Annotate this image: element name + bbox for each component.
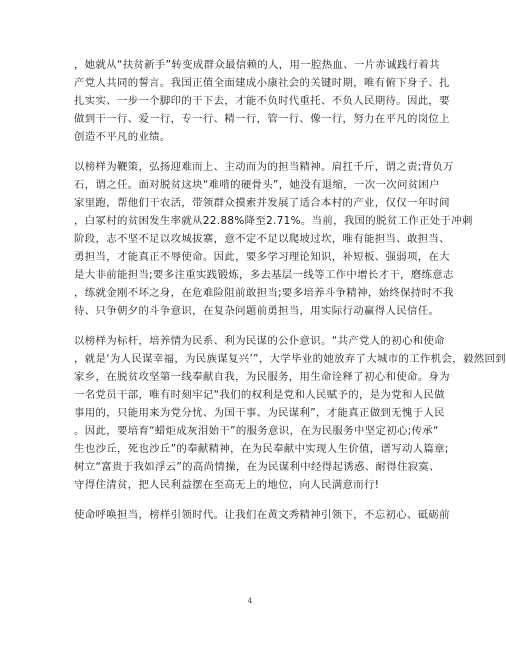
text-line: 一名党员干部，唯有时刻牢记“我们的权利是党和人民赋予的，是为党和人民做 [74,389,445,401]
text-line: 。因此，要培育“蜡炬成灰泪始干”的服务意识，在为民服务中坚定初心;传承“ [74,425,439,437]
text-line: 以榜样为标杆，培养情为民系、利为民谋的公仆意识。“共产党人的初心和使命 [74,335,445,347]
text-line: 家乡，在脱贫攻坚第一线奉献自我，为民服务，用生命诠释了初心和使命。身为 [74,371,450,383]
text-line: 使命呼唤担当，榜样引领时代。让我们在黄文秀精神引领下，不忘初心、砥砺前 [74,509,450,521]
text-line: 待、只争朝夕的斗争意识，在复杂问题前勇担当，用实际行动赢得人民信任。 [74,305,440,317]
page-number: 4 [247,597,253,605]
text-line: 守得住清贫，把人民利益摆在至高无上的地位，向人民满意而行! [74,479,380,491]
text-line: ，就是‘为人民谋幸福，为民族谋复兴’”，大学毕业的她放弃了大城市的工作机会，毅然回到 [74,353,506,365]
text-line: ，白冢村的贫困发生率就从22.88%降至2.71%。当前，我国的脱贫工作正处于冲刺 [74,215,473,227]
text-line: 扎实实、一步一个脚印的干下去，才能不负时代重托、不负人民期待。因此，要 [74,95,450,107]
text-line: 事用的，只能用来为党分忧、为国干事、为民谋利”，才能真正做到无愧于人民 [74,407,445,419]
text-line: ，练就金刚不坏之身，在危难险阻前敢担当;要多培养斗争精神，始终保持时不我 [74,287,454,299]
text-line: 创造不平凡的业绩。 [74,131,171,143]
text-line: 以榜样为鞭策，弘扬迎难而上、主动而为的担当精神。肩扛千斤，谓之责;背负万 [74,161,454,173]
paragraph-1 [74,56,450,146]
text-line: 生也沙丘，死也沙丘”的奉献精神，在为民奉献中实现人生价值，谱写动人篇章; [74,443,449,455]
text-line: 石，谓之任。面对脱贫这块“难啃的硬骨头”，她没有退缩，一次一次问贫困户 [74,179,440,191]
text-line: 是大非前能担当;要多注重实践锻炼，多去基层一线等工作中增长才干，磨练意志 [74,269,454,281]
text-line: ，她就从“扶贫新手”转变成群众最信赖的人，用一腔热血、一片赤诚践行着共 [74,59,440,71]
paragraph-2 [74,158,473,320]
text-line: 阶段，志不坚不足以攻城拔寨，意不定不足以爬坡过坎，唯有能担当、敢担当、 [74,233,450,245]
text-line: 树立“富贵于我如浮云”的高尚情操，在为民谋利中经得起诱惑、耐得住寂寞、 [74,461,440,473]
text-line: 勇担当，才能真正不辱使命。因此，要多学习理论知识，补短板、强弱项，在大 [74,251,450,263]
paragraph-4 [74,506,450,524]
text-line: 家里跑，帮他们干农活，带领群众摸索并发展了适合本村的产业，仅仅一年时间 [74,197,450,209]
text-line: 产党人共同的誓言。我国正值全面建成小康社会的关键时期，唯有俯下身子、扎 [74,77,450,89]
text-line: 做到干一行、爱一行，专一行、精一行，管一行、像一行，努力在平凡的岗位上 [74,113,450,125]
paragraph-3 [74,332,506,494]
body-text [74,56,506,536]
